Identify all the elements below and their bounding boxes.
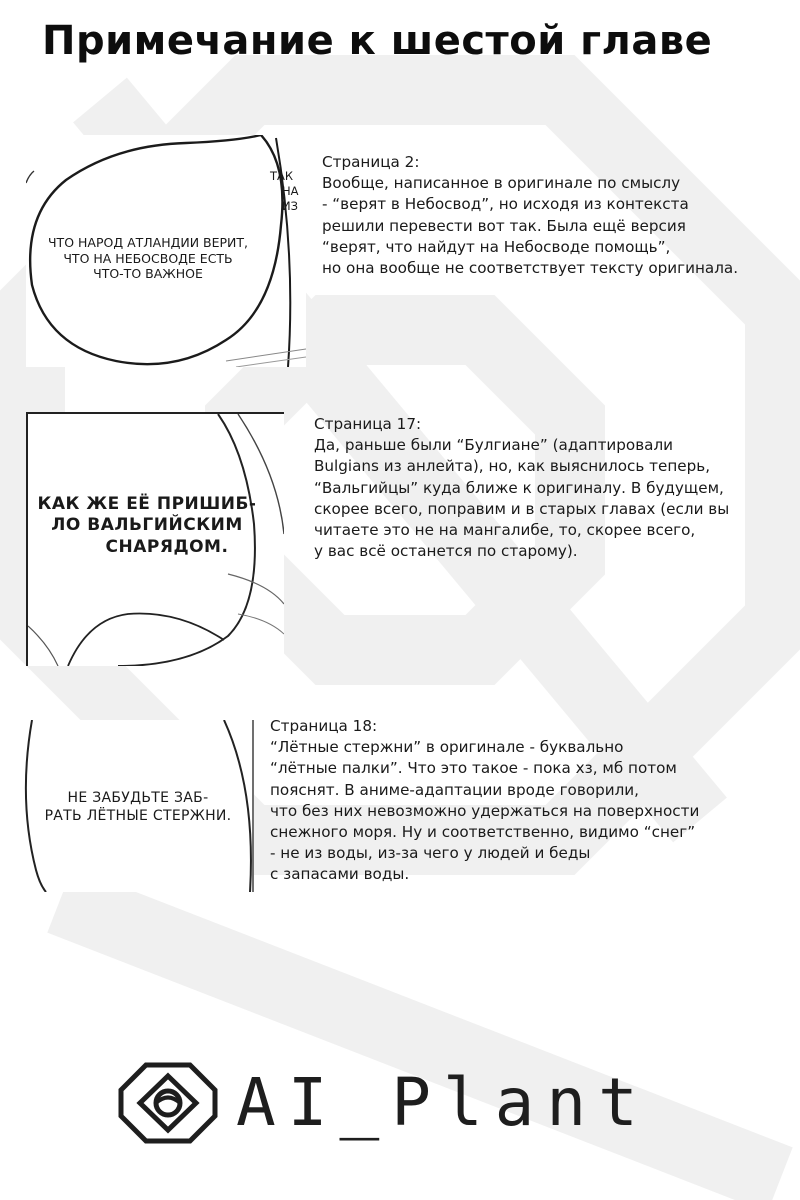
note-page-2 [322, 152, 738, 279]
ai-plant-logo [118, 1062, 688, 1144]
page-title: Примечание к шестой главе [42, 18, 713, 64]
note-line: - “верят в Небосвод”, но исходя из контекста [322, 195, 689, 214]
bubble-line: СНАРЯДОМ. [105, 536, 229, 557]
note-heading: Страница 17: [314, 415, 422, 433]
bubble-line: НЕ ЗАБУДЬТЕ ЗАБ- [67, 790, 209, 806]
speech-bubble-text [38, 235, 258, 282]
bubble-line: ЧТО-ТО ВАЖНОЕ [93, 266, 203, 282]
speech-bubble-text [24, 790, 252, 825]
note-line: пояснят. В аниме-адаптации вроде говорили, [270, 780, 640, 799]
note-line: скорее всего, поправим и в старых главах (если вы [314, 499, 730, 518]
manga-panel-page-18 [24, 720, 254, 892]
manga-panel-page-2 [26, 135, 306, 367]
note-line: “Лётные стержни” в оригинале - буквально [270, 738, 624, 757]
bubble-line: КАК ЖЕ ЕЁ ПРИШИБ- [37, 494, 257, 514]
note-line: читаете это не на мангалибе, то, скорее всего, [314, 521, 696, 540]
logo-wordmark: AI_Plant [236, 1064, 650, 1141]
bubble-fragment-line: НА [282, 183, 299, 198]
note-line: “лётные палки”. Что это такое - пока хз, мб потом [270, 759, 677, 778]
bubble-line: РАТЬ ЛЁТНЫЕ СТЕРЖНИ. [44, 807, 232, 824]
speech-bubble-text [34, 494, 260, 558]
bubble-fragment-line: ИЗ [282, 198, 298, 213]
note-line: Bulgians из анлейта), но, как выяснилось теперь, [314, 457, 711, 476]
note-line: с запасами воды. [270, 865, 410, 884]
note-line: - не из воды, из-за чего у людей и беды [270, 844, 591, 863]
note-line: но она вообще не соответствует тексту оригинала. [322, 259, 739, 278]
note-line: решили перевести вот так. Была ещё версия [322, 216, 686, 235]
note-page-17 [314, 414, 729, 562]
bubble-line: ЛО ВАЛЬГИЙСКИМ [51, 515, 243, 536]
note-heading: Страница 18: [270, 717, 378, 735]
bubble-fragment-line: ТАК [270, 169, 294, 183]
octagon-emblem-icon [118, 1062, 218, 1144]
bubble-line: ЧТО НА НЕБОСВОДЕ ЕСТЬ [63, 250, 233, 266]
note-line: у вас всё останется по старому). [314, 542, 578, 561]
manga-panel-page-17 [26, 412, 284, 666]
note-page-18 [270, 716, 699, 886]
note-line: Вообще, написанное в оригинале по смыслу [322, 174, 681, 193]
note-heading: Страница 2: [322, 153, 420, 171]
bubble-line: ЧТО НАРОД АТЛАНДИИ ВЕРИТ, [47, 235, 249, 250]
note-line: “верят, что найдут на Небосводе помощь”, [322, 237, 671, 256]
note-line: что без них невозможно удержаться на поверхности [270, 801, 700, 820]
speech-bubble-fragment [270, 169, 306, 214]
note-line: “Вальгийцы” куда ближе к оригиналу. В будущем, [314, 478, 724, 497]
note-line: Да, раньше были “Булгиане” (адаптировали [314, 436, 674, 455]
note-line: снежного моря. Ну и соответственно, видимо “снег” [270, 823, 696, 842]
